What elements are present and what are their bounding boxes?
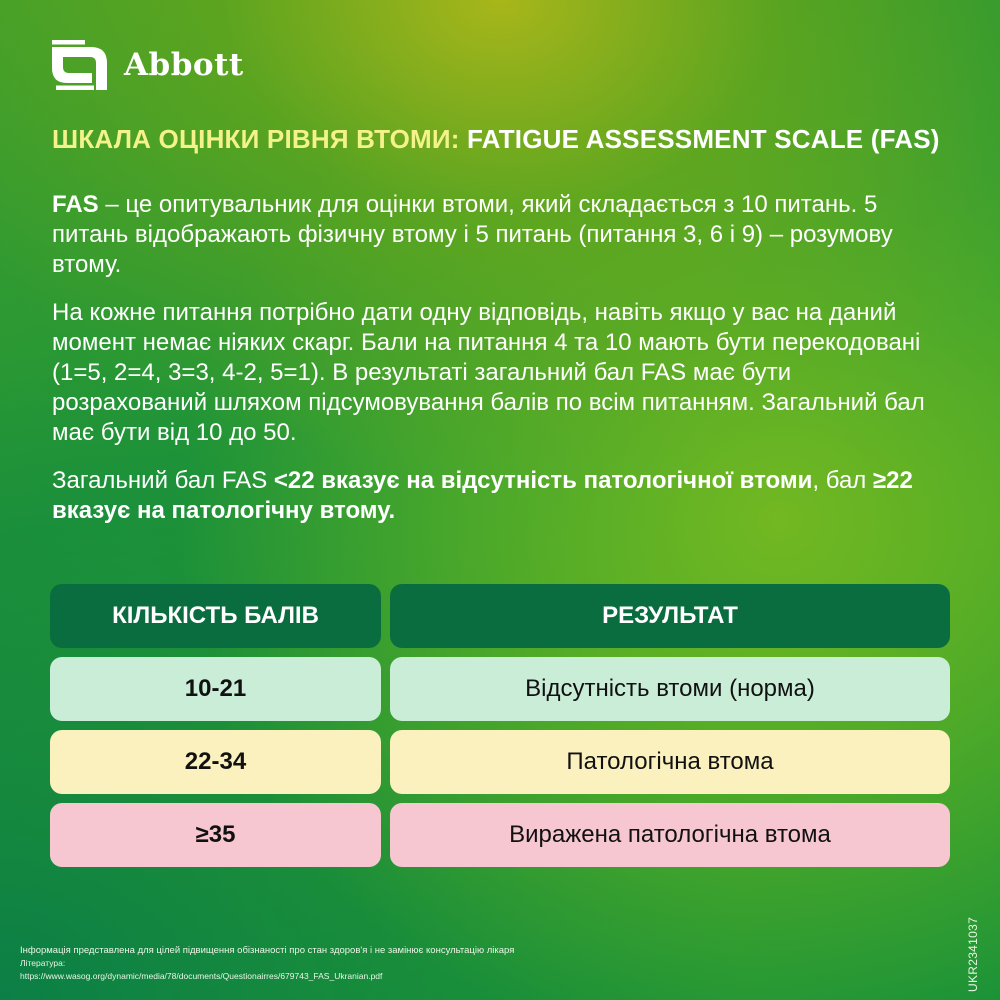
title-part2: FATIGUE ASSESSMENT SCALE (FAS) [459, 124, 940, 154]
paragraph-2: На кожне питання потрібно дати одну відповідь, навіть якщо у вас на даний момент немає ніяких скарг. Бали на питання 4 та 10 мають бути перекодовані (1=5, 2=4, 3=3, 4-2, 5=1). В результаті загальний бал FAS має бути розрахований шляхом підсумовування балів по всім питанням. Загальний бал має бути від 10 до 50. [52, 299, 925, 446]
paragraph-3-text2: , бал [812, 467, 873, 494]
description [52, 190, 952, 544]
header-score: КІЛЬКІСТЬ БАЛІВ [50, 584, 381, 648]
brand-name: Abbott [124, 47, 244, 83]
score-cell: ≥35 [50, 803, 381, 867]
literature-label: Література: [20, 958, 66, 968]
result-cell: Відсутність втоми (норма) [390, 657, 950, 721]
paragraph-1-text: – це опитувальник для оцінки втоми, який складається з 10 питань. 5 питань відображають фізичну втому і 5 питань (питання 3, 6 і 9) – розумову втому. [52, 191, 893, 278]
table-row [50, 657, 950, 721]
paragraph-3 [52, 466, 952, 526]
disclaimer: Інформація представлена для цілей підвищення обізнаності про стан здоров'я і не замінює консультацію лікаря [20, 945, 515, 956]
score-cell: 10-21 [50, 657, 381, 721]
literature-link[interactable]: https://www.wasog.org/dynamic/media/78/documents/Questionairres/679743_FAS_Ukranian.pdf [20, 971, 383, 981]
header-result: РЕЗУЛЬТАТ [390, 584, 950, 648]
title-part1: ШКАЛА ОЦІНКИ РІВНЯ ВТОМИ: [52, 124, 460, 154]
result-cell: Патологічна втома [390, 730, 950, 794]
paragraph-3-text1: Загальний бал FAS [52, 467, 274, 494]
paragraph-3-bold1: <22 вказує на відсутність патологічної втоми [273, 467, 813, 494]
page-title [52, 124, 952, 155]
table-row [50, 730, 950, 794]
fas-bold: FAS [52, 191, 99, 218]
footnote [20, 944, 514, 983]
score-cell: 22-34 [50, 730, 381, 794]
result-cell: Виражена патологічна втома [390, 803, 950, 867]
table-header-row [50, 584, 950, 648]
score-table [50, 584, 950, 876]
paragraph-1 [52, 190, 952, 280]
document-code: UKR2341037 [966, 916, 980, 992]
brand-logo [50, 40, 244, 90]
paragraph-3-bold2: ≥22 вказує на патологічну втому. [52, 467, 913, 524]
table-row [50, 803, 950, 867]
abbott-logo-icon [50, 40, 112, 90]
